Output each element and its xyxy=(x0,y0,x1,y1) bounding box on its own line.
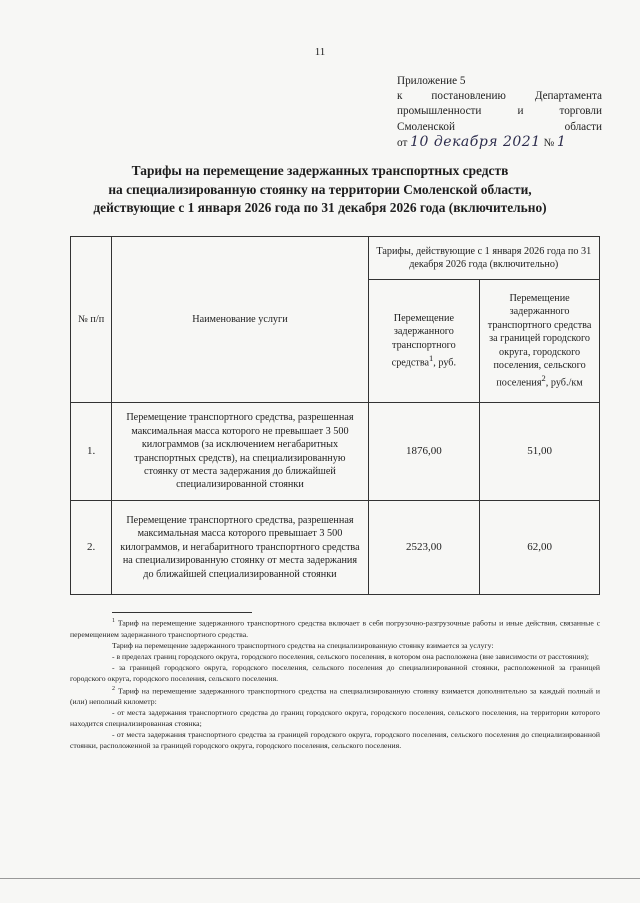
footnotes xyxy=(70,612,600,751)
date-prefix: от xyxy=(397,136,408,149)
handwritten-date: 10 декабря 2021 xyxy=(410,133,541,150)
appendix-line-3 xyxy=(397,104,602,119)
table-row xyxy=(71,403,600,501)
appendix-word: к xyxy=(397,90,403,103)
header-tariff-base-text: Перемещение задержанного транспортного средства xyxy=(391,312,456,369)
appendix-word: Департамента xyxy=(534,90,602,103)
footnote-mark: 2 xyxy=(112,685,115,692)
appendix-title: Приложение 5 xyxy=(397,75,466,87)
row-service-name: Перемещение транспортного средства, разрешенная максимальная масса которого превышает 3 500 килограммов, и негабаритного транспортного средства на специализированную стоянку от места задержания до ближайшей специализированной стоянки xyxy=(112,501,368,595)
header-tariff-per-km-unit: , руб./км xyxy=(545,377,583,389)
header-tariff-base-unit: , руб. xyxy=(433,357,457,369)
page-number: 11 xyxy=(314,46,326,58)
footnote-separator xyxy=(112,612,252,613)
footnote-1 xyxy=(70,616,600,640)
footnote-text: Тариф на перемещение задержанного транспортного средства на специализированную стоянку взимается дополнительно за каждый полный и (или) неполный километр: xyxy=(70,686,601,707)
handwritten-number: 1 xyxy=(556,133,567,150)
appendix-word: области xyxy=(564,120,602,133)
footnote-2 xyxy=(70,684,600,708)
appendix-word: и xyxy=(517,105,524,118)
appendix-line-2 xyxy=(397,89,602,104)
footnote-text: Тариф на перемещение задержанного транспортного средства на специализированную стоянку взимается за услугу: xyxy=(112,640,494,650)
row-tariff-base: 2523,00 xyxy=(368,501,480,595)
header-tariff-per-km-text: Перемещение задержанного транспортного средства за границей городского округа, городского поселения, сельского поселения xyxy=(487,292,592,389)
appendix-word: торговли xyxy=(559,105,602,118)
appendix-date-line xyxy=(397,135,602,151)
header-tariffs-group: Тарифы, действующие с 1 января 2026 года по 31 декабря 2026 года (включительно) xyxy=(368,237,599,280)
footnote-text: Тариф на перемещение задержанного транспортного средства включает в себя погрузочно-разгрузочные работы и иные действия, связанные с перемещением задержанного транспортного средства. xyxy=(70,618,601,639)
title-line-1: Тарифы на перемещение задержанных транспортных средств xyxy=(131,163,509,178)
appendix-line-4 xyxy=(397,120,602,135)
row-number: 1. xyxy=(71,403,112,501)
title-line-2: на специализированную стоянку на территории Смоленской области, xyxy=(108,181,532,197)
footnote-text: - от места задержания транспортного средства за границей городского округа, городского поселения, сельского поселения до специализированной стоянки, расположенной за границей городского округа, городского поселения, сельского поселения. xyxy=(70,730,600,751)
header-tariff-base xyxy=(368,280,480,403)
footnote-ref: 1 xyxy=(429,353,434,364)
table-row xyxy=(71,501,600,595)
row-number: 2. xyxy=(71,501,112,595)
scan-edge-line xyxy=(0,878,640,879)
table-header-row xyxy=(71,237,600,280)
footnote-mark: 1 xyxy=(112,618,115,624)
row-tariff-per-km: 51,00 xyxy=(480,403,600,501)
number-sign: № xyxy=(543,136,555,149)
title-line-3: действующие с 1 января 2026 года по 31 декабря 2026 года (включительно) xyxy=(93,200,547,216)
footnote-text: - от места задержания транспортного средства до границ городского округа, городского поселения, сельского поселения, на территории которого находится специализированная стоянка; xyxy=(70,708,600,729)
header-tariff-per-km xyxy=(480,280,600,403)
header-service-name: Наименование услуги xyxy=(112,237,368,403)
footnote-ref: 2 xyxy=(541,373,546,384)
footnote-text: - в пределах границ городского округа, городского поселения, сельского поселения, в котором она расположена (вне зависимости от расстояния); xyxy=(112,651,589,661)
row-tariff-base: 1876,00 xyxy=(368,403,480,501)
row-service-name: Перемещение транспортного средства, разрешенная максимальная масса которого не превышает 3 500 килограммов (за исключением негабаритных транспортных средств), на специализированную стоянку от места задержания до ближайшей специализированной стоянки xyxy=(112,403,368,501)
appendix-word: постановлению xyxy=(431,90,506,103)
appendix-word: Смоленской xyxy=(397,120,455,133)
row-tariff-per-km: 62,00 xyxy=(480,501,600,595)
header-number: № п/п xyxy=(71,237,112,403)
document-title xyxy=(40,162,600,218)
tariff-table xyxy=(70,236,600,595)
appendix-header xyxy=(397,74,602,151)
footnote-text: - за границей городского округа, городского поселения, сельского поселения до специализированной стоянки, расположенной за границей городского округа, городского поселения, сельского поселения. xyxy=(70,662,600,683)
appendix-word: промышленности xyxy=(397,105,482,118)
